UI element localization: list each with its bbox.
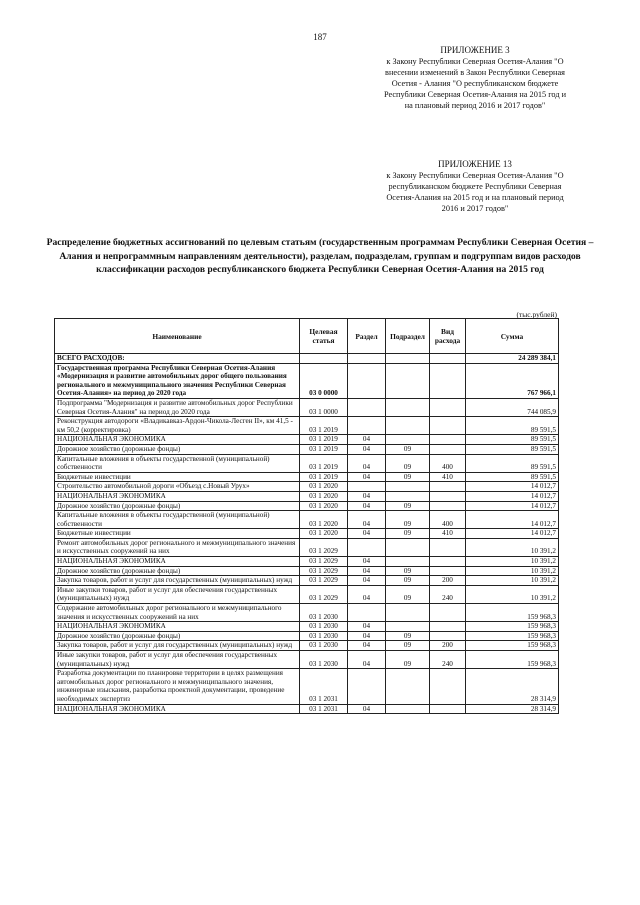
row-name: Ремонт автомобильных дорог регионального и межмуниципального значения и искусственных сооружений на них xyxy=(55,538,300,556)
appendix-3-text: к Закону Республики Северная Осетия-Алания "О внесении изменений в Закон Республики Северная Осетия - Алания "О республиканском бюджете Республики Северная Осетия-Алания на 2015 год и на плановый период 2016 и 2017 годов" xyxy=(383,57,567,110)
row-subsection: 09 xyxy=(386,631,430,641)
row-sum: 24 289 384,1 xyxy=(466,354,559,364)
row-expense-type xyxy=(430,566,466,576)
row-subsection xyxy=(386,604,430,622)
row-expense-type xyxy=(430,417,466,435)
row-subsection: 09 xyxy=(386,472,430,482)
row-name: Иные закупки товаров, работ и услуг для обеспечения государственных (муниципальных) нужд xyxy=(55,651,300,669)
row-target-article: 03 1 2029 xyxy=(300,576,348,586)
table-header-row xyxy=(55,319,559,354)
header-name: Наименование xyxy=(55,319,300,354)
table-row xyxy=(55,631,559,641)
row-name: НАЦИОНАЛЬНАЯ ЭКОНОМИКА xyxy=(55,704,300,714)
appendix-13-text: к Закону Республики Северная Осетия-Алания "О республиканском бюджете Республики Северная Осетия-Алания на 2015 год и на плановый период 2016 и 2017 годов" xyxy=(386,171,564,213)
row-expense-type: 410 xyxy=(430,529,466,539)
row-sum: 10 391,2 xyxy=(466,576,559,586)
row-expense-type xyxy=(430,398,466,416)
row-section xyxy=(348,354,386,364)
row-subsection: 09 xyxy=(386,651,430,669)
table-row xyxy=(55,538,559,556)
row-subsection: 09 xyxy=(386,641,430,651)
row-subsection: 09 xyxy=(386,444,430,454)
row-section: 04 xyxy=(348,511,386,529)
row-sum: 14 012,7 xyxy=(466,501,559,511)
table-row xyxy=(55,482,559,492)
row-expense-type xyxy=(430,669,466,704)
row-subsection xyxy=(386,417,430,435)
row-subsection xyxy=(386,557,430,567)
row-subsection xyxy=(386,363,430,398)
row-sum: 767 966,1 xyxy=(466,363,559,398)
header-subsection: Подраздел xyxy=(386,319,430,354)
row-name: Закупка товаров, работ и услуг для государственных (муниципальных) нужд xyxy=(55,641,300,651)
table-row xyxy=(55,641,559,651)
row-expense-type xyxy=(430,704,466,714)
document-title: Распределение бюджетных ассигнований по целевым статьям (государственным программам Республики Северная Осетия – Алания и непрограммным направлениям деятельности), разделам, подразделам, группам и подгруппам видов расходов классификации расходов республиканского бюджета Республики Северная Осетия-Алания на 2015 год xyxy=(46,237,594,275)
row-section xyxy=(348,669,386,704)
header-expense-type: Вид расхода xyxy=(430,319,466,354)
row-subsection xyxy=(386,398,430,416)
table-row xyxy=(55,529,559,539)
row-sum: 89 591,5 xyxy=(466,435,559,445)
row-sum: 89 591,5 xyxy=(466,472,559,482)
units-label: (тыс.рублей) xyxy=(516,310,557,319)
row-expense-type: 240 xyxy=(430,585,466,603)
row-expense-type: 200 xyxy=(430,576,466,586)
row-subsection: 09 xyxy=(386,529,430,539)
row-target-article: 03 1 2029 xyxy=(300,566,348,576)
row-name: Дорожное хозяйство (дорожные фонды) xyxy=(55,501,300,511)
appendix-3-title: ПРИЛОЖЕНИЕ 3 xyxy=(440,45,510,55)
row-expense-type: 410 xyxy=(430,472,466,482)
row-section: 04 xyxy=(348,622,386,632)
row-target-article: 03 1 2020 xyxy=(300,491,348,501)
row-name: НАЦИОНАЛЬНАЯ ЭКОНОМИКА xyxy=(55,435,300,445)
row-section xyxy=(348,363,386,398)
budget-table xyxy=(54,318,559,714)
row-name: Бюджетные инвестиции xyxy=(55,529,300,539)
row-name: Дорожное хозяйство (дорожные фонды) xyxy=(55,444,300,454)
row-expense-type xyxy=(430,354,466,364)
row-section: 04 xyxy=(348,585,386,603)
row-section: 04 xyxy=(348,454,386,472)
page-number: 187 xyxy=(313,32,327,42)
row-target-article xyxy=(300,354,348,364)
row-expense-type xyxy=(430,491,466,501)
row-section: 04 xyxy=(348,472,386,482)
row-subsection: 09 xyxy=(386,511,430,529)
row-section xyxy=(348,417,386,435)
row-expense-type xyxy=(430,557,466,567)
row-target-article: 03 1 2029 xyxy=(300,557,348,567)
row-target-article: 03 1 2029 xyxy=(300,585,348,603)
row-section: 04 xyxy=(348,501,386,511)
row-target-article: 03 1 2019 xyxy=(300,472,348,482)
header-target-article: Целевая статья xyxy=(300,319,348,354)
row-name: Подпрограмма "Модернизация и развитие автомобильных дорог Республики Северная Осетия-Алания" на период до 2020 года xyxy=(55,398,300,416)
row-target-article: 03 0 0000 xyxy=(300,363,348,398)
row-target-article: 03 1 2019 xyxy=(300,454,348,472)
row-section: 04 xyxy=(348,529,386,539)
row-expense-type xyxy=(430,363,466,398)
row-target-article: 03 1 2019 xyxy=(300,444,348,454)
row-subsection xyxy=(386,622,430,632)
appendix-13-title: ПРИЛОЖЕНИЕ 13 xyxy=(438,159,512,169)
row-name: ВСЕГО РАСХОДОВ: xyxy=(55,354,300,364)
row-section: 04 xyxy=(348,444,386,454)
row-subsection xyxy=(386,669,430,704)
row-expense-type xyxy=(430,501,466,511)
row-section xyxy=(348,604,386,622)
row-expense-type xyxy=(430,482,466,492)
row-target-article: 03 1 2020 xyxy=(300,511,348,529)
row-expense-type xyxy=(430,538,466,556)
row-subsection xyxy=(386,435,430,445)
row-section: 04 xyxy=(348,631,386,641)
row-name: НАЦИОНАЛЬНАЯ ЭКОНОМИКА xyxy=(55,557,300,567)
table-row xyxy=(55,354,559,364)
row-target-article: 03 1 2030 xyxy=(300,641,348,651)
row-subsection xyxy=(386,538,430,556)
table-row xyxy=(55,511,559,529)
row-expense-type xyxy=(430,631,466,641)
row-name: Строительство автомобильной дороги «Объезд с.Новый Урух» xyxy=(55,482,300,492)
row-section: 04 xyxy=(348,576,386,586)
row-target-article: 03 1 2020 xyxy=(300,529,348,539)
row-target-article: 03 1 2031 xyxy=(300,704,348,714)
row-expense-type xyxy=(430,622,466,632)
table-body xyxy=(55,354,559,714)
row-name: Капитальные вложения в объекты государственной (муниципальной) собственности xyxy=(55,511,300,529)
row-sum: 89 591,5 xyxy=(466,454,559,472)
table-row xyxy=(55,576,559,586)
row-expense-type xyxy=(430,444,466,454)
table-row xyxy=(55,501,559,511)
row-target-article: 03 1 2019 xyxy=(300,417,348,435)
row-name: Разработка документации по планировке территории в целях размещения автомобильных дорог регионального и межмуниципального значения, инженерные изыскания, разработка проектной документации, проведение необходимых экспертиз xyxy=(55,669,300,704)
row-subsection xyxy=(386,491,430,501)
row-target-article: 03 1 2030 xyxy=(300,622,348,632)
row-expense-type: 200 xyxy=(430,641,466,651)
row-subsection: 09 xyxy=(386,585,430,603)
table-row xyxy=(55,435,559,445)
row-sum: 10 391,2 xyxy=(466,557,559,567)
row-sum: 10 391,2 xyxy=(466,566,559,576)
row-sum: 28 314,9 xyxy=(466,669,559,704)
row-sum: 159 968,3 xyxy=(466,622,559,632)
row-subsection xyxy=(386,704,430,714)
row-subsection xyxy=(386,354,430,364)
row-name: НАЦИОНАЛЬНАЯ ЭКОНОМИКА xyxy=(55,491,300,501)
row-name: Дорожное хозяйство (дорожные фонды) xyxy=(55,631,300,641)
row-subsection: 09 xyxy=(386,576,430,586)
table-row xyxy=(55,557,559,567)
row-target-article: 03 1 0000 xyxy=(300,398,348,416)
table-row xyxy=(55,566,559,576)
row-expense-type: 400 xyxy=(430,511,466,529)
row-expense-type xyxy=(430,435,466,445)
row-subsection: 09 xyxy=(386,566,430,576)
row-name: Дорожное хозяйство (дорожные фонды) xyxy=(55,566,300,576)
table-row xyxy=(55,398,559,416)
table-row xyxy=(55,604,559,622)
row-section: 04 xyxy=(348,651,386,669)
row-target-article: 03 1 2020 xyxy=(300,482,348,492)
row-name: Бюджетные инвестиции xyxy=(55,472,300,482)
row-target-article: 03 1 2030 xyxy=(300,651,348,669)
row-section: 04 xyxy=(348,704,386,714)
row-sum: 159 968,3 xyxy=(466,651,559,669)
row-sum: 10 391,2 xyxy=(466,538,559,556)
table-row xyxy=(55,669,559,704)
row-expense-type xyxy=(430,604,466,622)
row-section: 04 xyxy=(348,557,386,567)
row-sum: 14 012,7 xyxy=(466,482,559,492)
table-row xyxy=(55,491,559,501)
table-row xyxy=(55,472,559,482)
row-sum: 14 012,7 xyxy=(466,511,559,529)
row-sum: 159 968,3 xyxy=(466,604,559,622)
row-expense-type: 400 xyxy=(430,454,466,472)
table-row xyxy=(55,651,559,669)
row-subsection xyxy=(386,482,430,492)
table-row xyxy=(55,417,559,435)
row-sum: 14 012,7 xyxy=(466,529,559,539)
row-section xyxy=(348,482,386,492)
row-target-article: 03 1 2031 xyxy=(300,669,348,704)
row-name: Реконструкция автодороги «Владикавказ-Ардон-Чикола-Лесген II», км 41,5 - км 50,2 (корректировка) xyxy=(55,417,300,435)
row-target-article: 03 1 2029 xyxy=(300,538,348,556)
row-subsection: 09 xyxy=(386,501,430,511)
table-row xyxy=(55,622,559,632)
row-section: 04 xyxy=(348,491,386,501)
row-expense-type: 240 xyxy=(430,651,466,669)
row-name: Капитальные вложения в объекты государственной (муниципальной) собственности xyxy=(55,454,300,472)
row-sum: 89 591,5 xyxy=(466,417,559,435)
table-row xyxy=(55,444,559,454)
row-name: Закупка товаров, работ и услуг для государственных (муниципальных) нужд xyxy=(55,576,300,586)
row-sum: 14 012,7 xyxy=(466,491,559,501)
table-row xyxy=(55,585,559,603)
row-sum: 159 968,3 xyxy=(466,631,559,641)
row-sum: 744 085,9 xyxy=(466,398,559,416)
row-name: Государственная программа Республики Северная Осетия-Алания «Модернизация и развитие автомобильных дорог общего пользования регионального и межмуниципального значения Республики Северная Осетия-Алания» на период до 2020 года xyxy=(55,363,300,398)
table-row xyxy=(55,704,559,714)
row-section xyxy=(348,538,386,556)
row-target-article: 03 1 2020 xyxy=(300,501,348,511)
row-sum: 89 591,5 xyxy=(466,444,559,454)
row-name: Содержание автомобильных дорог регионального и межмуниципального значения и искусственных сооружений на них xyxy=(55,604,300,622)
header-sum: Сумма xyxy=(466,319,559,354)
row-name: Иные закупки товаров, работ и услуг для обеспечения государственных (муниципальных) нужд xyxy=(55,585,300,603)
appendix-3-header xyxy=(380,44,570,111)
row-section: 04 xyxy=(348,641,386,651)
header-section: Раздел xyxy=(348,319,386,354)
row-target-article: 03 1 2030 xyxy=(300,631,348,641)
appendix-13-header xyxy=(380,158,570,214)
row-subsection: 09 xyxy=(386,454,430,472)
row-name: НАЦИОНАЛЬНАЯ ЭКОНОМИКА xyxy=(55,622,300,632)
row-sum: 159 968,3 xyxy=(466,641,559,651)
table-row xyxy=(55,454,559,472)
row-target-article: 03 1 2030 xyxy=(300,604,348,622)
row-sum: 10 391,2 xyxy=(466,585,559,603)
row-section: 04 xyxy=(348,435,386,445)
table-row xyxy=(55,363,559,398)
row-section xyxy=(348,398,386,416)
row-target-article: 03 1 2019 xyxy=(300,435,348,445)
row-sum: 28 314,9 xyxy=(466,704,559,714)
row-section: 04 xyxy=(348,566,386,576)
